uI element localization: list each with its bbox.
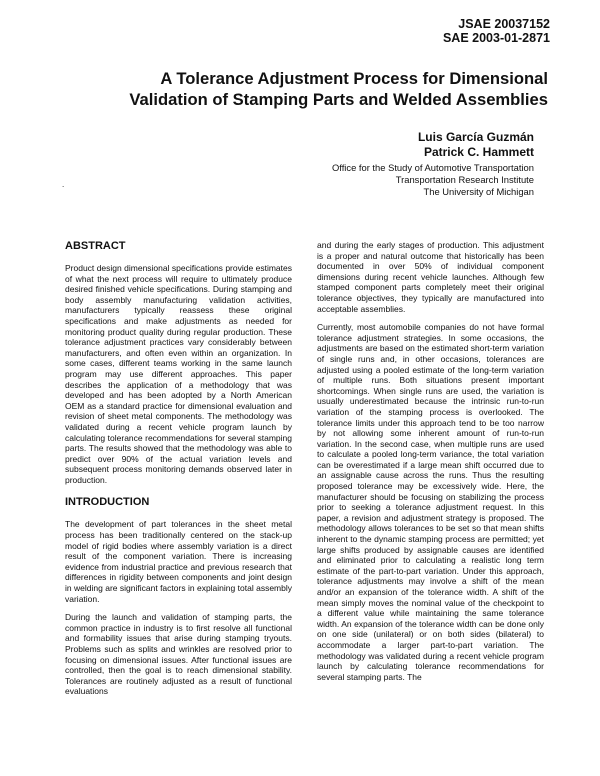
affiliation [332, 162, 534, 198]
author-1: Luis García Guzmán [417, 130, 534, 144]
stray-mark: . [62, 180, 65, 189]
right-column [317, 240, 544, 690]
right-paragraph-2: Currently, most automobile companies do not have formal tolerance adjustment strategies. In some occasions, the adjustments are based on the estimated short-term variation of single runs and, in other occasions, tolerances are adjusted using a pooled estimate of the long-term variation of multiple runs. Both situations present important shortcomings. When single runs are used, the variation is usually underestimated because the intrinsic run-to-run variation of the stamping process is overlooked. The tolerance limits under this approach tend to be too narrow by not allowing some inherent amount of run-to-run variation. In the second case, when multiple runs are used to calculate a pooled long-term variance, the total variation can be overestimated if a large mean shift occurred due to an assignable cause across the runs. Thus the resulting proposed tolerance may be excessively wide. Here, the manufacturer should be focusing on stabilizing the process prior to seeking a tolerance adjustment request. In this paper, a revision and adjustment strategy is proposed. The methodology allows tolerances to be set so that mean shifts inherent to the dynamic stamping process are permitted; yet large shifts produced by assignable causes are identified and eliminated prior to calculating a realistic long term estimate of the part-to-part variation. Under this approach, tolerance adjustments may involve a shift of the mean and/or an expansion of the tolerance width. A shift of the mean simply moves the nominal value of the checkpoint to a different value while maintaining the same tolerance width. An expansion of the tolerance width can be done only on one side (unilateral) or on both sides (bilateral) to accommodate a larger part-to-part variation. The methodology was validated during a recent vehicle program launch by calculating tolerance recommendations for several stamping parts. The [317, 322, 544, 682]
affiliation-line-2: Transportation Research Institute [395, 174, 534, 185]
introduction-paragraph-2: During the launch and validation of stamping parts, the common practice in industry is to first resolve all functional and formability issues that arise during stamping tryouts. Problems such as splits and wrinkles are resolved prior to focusing on dimensional issues. After functional issues are controlled, then the goal is to reach dimensional stability. Tolerances are routinely adjusted as a result of functional evaluations [65, 612, 292, 697]
author-2: Patrick C. Hammett [423, 145, 534, 159]
jsae-code: JSAE 20037152 [458, 17, 550, 31]
title-line-1: A Tolerance Adjustment Process for Dimensional [160, 69, 548, 88]
title-line-2: Validation of Stamping Parts and Welded Assemblies [129, 90, 548, 109]
affiliation-line-3: The University of Michigan [423, 186, 534, 197]
right-paragraph-1: and during the early stages of production. This adjustment is a proper and natural outcome that historically has been documented in over 50% of individual component dimensions during recent vehicle launches. Although few stamped component parts completely meet their original tolerance objectives, they typically are manufactured into acceptable assemblies. [317, 240, 544, 314]
paper-identifiers [443, 17, 550, 45]
introduction-heading: INTRODUCTION [65, 496, 150, 509]
sae-code: SAE 2003-01-2871 [442, 31, 550, 45]
paper-title [60, 68, 548, 110]
abstract-heading: ABSTRACT [65, 240, 126, 252]
author-list [418, 130, 534, 160]
introduction-paragraph-1: The development of part tolerances in the sheet metal process has been traditionally centered on the stack-up model of rigid bodies where assembly variation is a direct result of the component variation. There is increasing evidence from industrial practice and previous research that differences in rigidity between components and joint design in welding are significant factors in explaining total assembly variation. [65, 519, 292, 604]
abstract-body: Product design dimensional specifications provide estimates of what the next process will require to ultimately produce desired finished vehicle specifications. During stamping and body assembly manufacturing validation activities, manufacturers typically reassess these original specifications and make adjustments as needed for monitoring product quality during regular production. These tolerance adjustment practices vary considerably between manufacturers, and often even within an organization. In some cases, different teams working in the same launch program may use different approaches. This paper describes the application of a methodology that was developed and has been adopted by a North American OEM as a standard practice for dimensional evaluation and revision of sheet metal components. The methodology was validated during a recent vehicle program launch by calculating tolerance recommendations for several stamping parts. The results showed that the methodology was able to predict over 90% of the actual variation levels and subsequent process monitoring demands observed later in production. [65, 263, 292, 485]
left-column [65, 240, 292, 705]
affiliation-line-1: Office for the Study of Automotive Transportation [331, 162, 534, 173]
